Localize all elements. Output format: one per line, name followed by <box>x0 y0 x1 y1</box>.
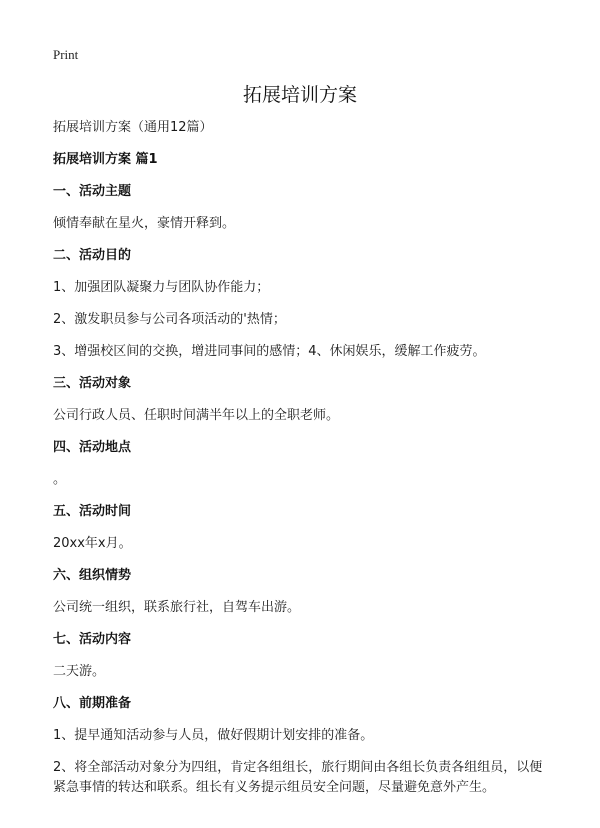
purpose-item-2: 2、激发职员参与公司各项活动的'热情； <box>53 312 286 327</box>
section-text-content: 二天游。 <box>53 664 106 679</box>
section-heading-time: 五、活动时间 <box>53 504 132 519</box>
document-body <box>53 118 553 798</box>
print-link[interactable]: Print <box>53 47 79 62</box>
section-heading-organization: 六、组织情势 <box>53 568 132 583</box>
purpose-item-3: 3、增强校区间的交换，增进同事间的感情；4、休闲娱乐，缓解工作疲劳。 <box>53 344 486 359</box>
section-heading-theme: 一、活动主题 <box>53 184 132 199</box>
preparation-item-2: 2、将全部活动对象分为四组，肯定各组组长，旅行期间由各组长负责各组组员，以便紧急事情的转达和联系。组长有义务提示组员安全问题，尽量避免意外产生。 <box>53 760 543 795</box>
section-text-location: 。 <box>53 472 67 487</box>
preparation-item-1: 1、提早通知活动参与人员，做好假期计划安排的准备。 <box>53 728 374 743</box>
section-heading-purpose: 二、活动目的 <box>53 248 132 263</box>
purpose-item-1: 1、加强团队凝聚力与团队协作能力； <box>53 280 270 295</box>
section-heading-audience: 三、活动对象 <box>53 376 132 391</box>
page-title: 拓展培训方案 <box>242 84 357 106</box>
article-heading: 拓展培训方案 篇1 <box>53 152 158 167</box>
subtitle: 拓展培训方案（通用12篇） <box>53 120 213 135</box>
section-text-organization: 公司统一组织，联系旅行社，自驾车出游。 <box>53 600 301 615</box>
section-heading-location: 四、活动地点 <box>53 440 132 455</box>
section-heading-preparation: 八、前期准备 <box>53 696 132 711</box>
section-text-theme: 倾情奉献在星火，豪情开释到。 <box>53 216 236 231</box>
section-text-time: 20xx年x月。 <box>53 536 132 551</box>
section-heading-content: 七、活动内容 <box>53 632 132 647</box>
section-text-audience: 公司行政人员、任职时间满半年以上的全职老师。 <box>53 408 340 423</box>
